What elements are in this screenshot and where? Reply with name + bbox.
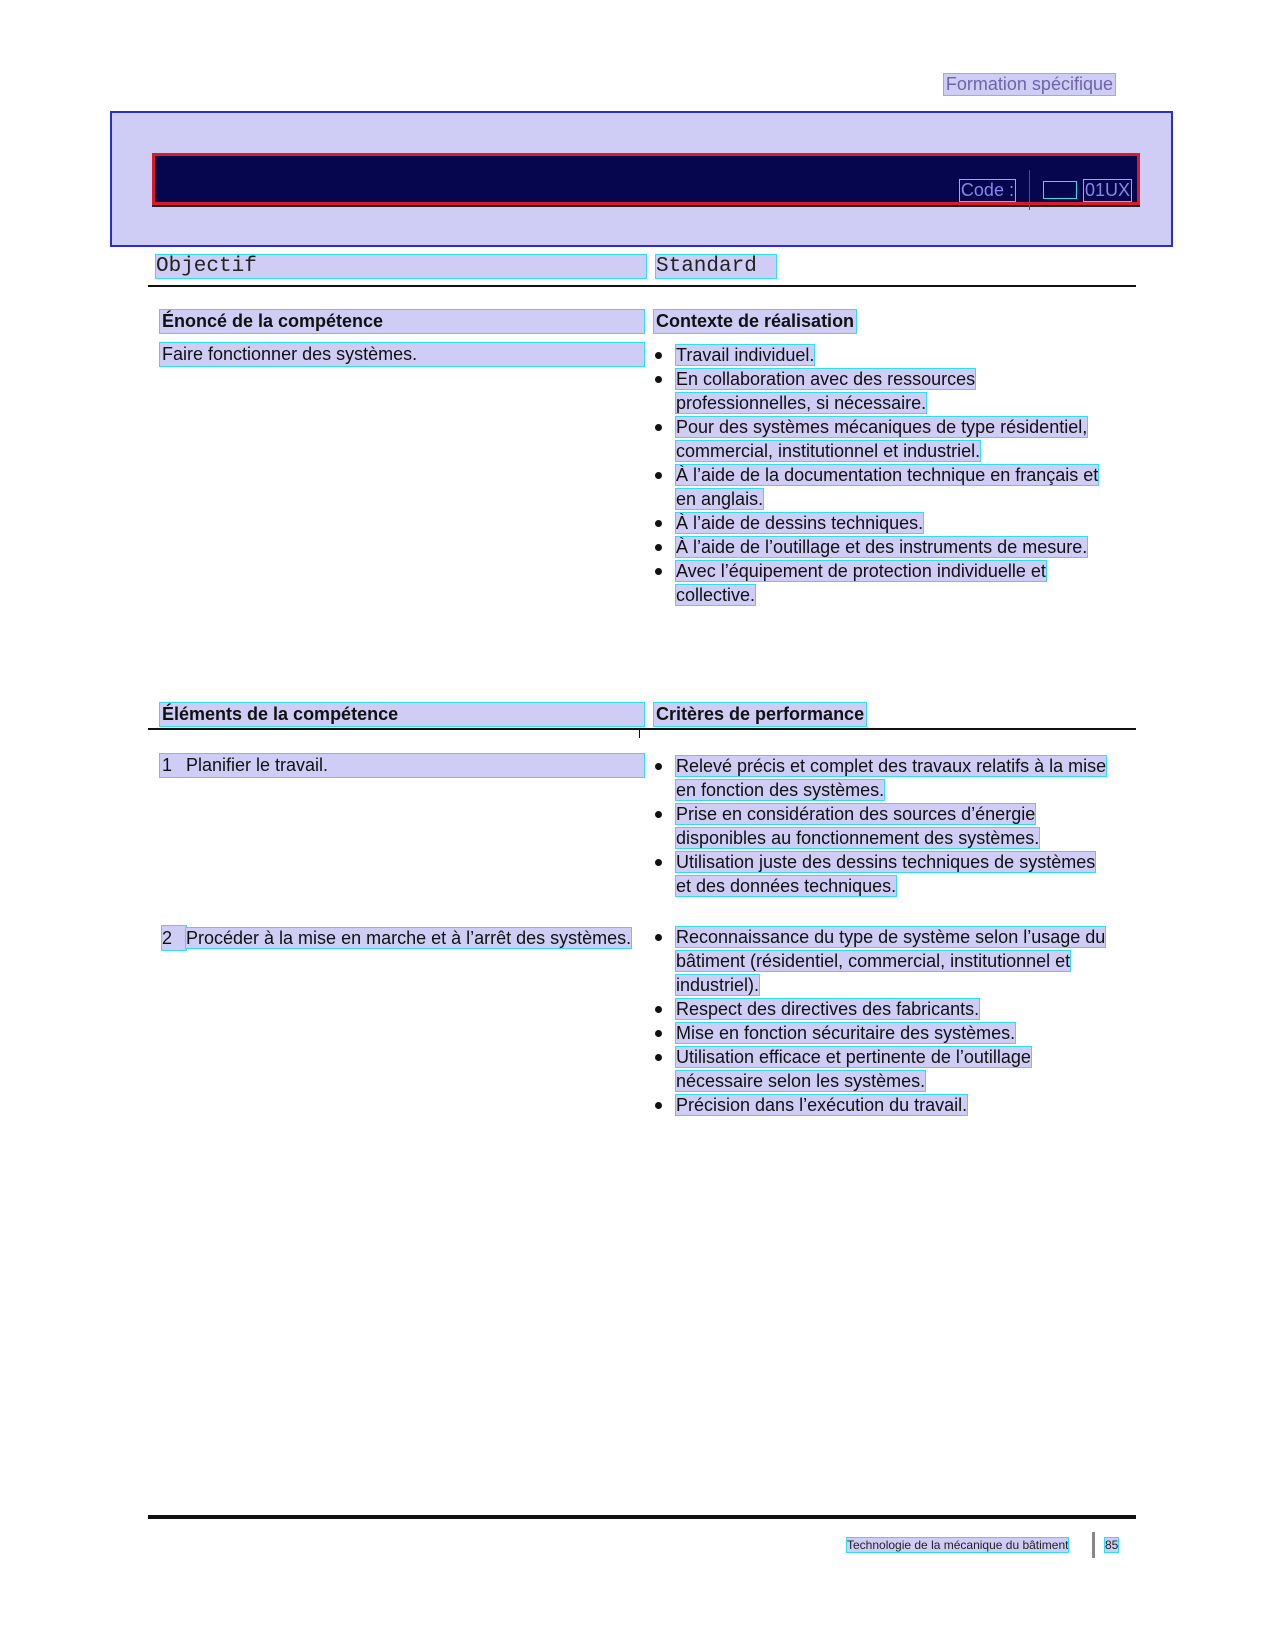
element-text: Procéder à la mise en marche et à l’arrêt des systèmes. (186, 928, 632, 948)
objective-standard-header (148, 255, 1136, 287)
footer-rule (148, 1515, 1136, 1519)
code-box (960, 170, 1131, 210)
page-number: 85 (1105, 1538, 1119, 1552)
list-item: En collaboration avec des ressources professionnelles, si nécessaire. (652, 367, 1112, 415)
elements-title: Éléments de la compétence (160, 703, 644, 726)
list-item: À l’aide de la documentation technique en français et en anglais. (652, 463, 1112, 511)
elements-divider (148, 728, 1136, 730)
context-title: Contexte de réalisation (656, 311, 855, 331)
list-item: Mise en fonction sécuritaire des systèmes. (652, 1021, 1112, 1045)
context-list (652, 343, 1112, 607)
criteria-title: Critères de performance (656, 704, 865, 724)
program-label: Formation spécifique (945, 74, 1113, 94)
element-number: 1 (162, 755, 173, 775)
list-item: Utilisation juste des dessins techniques de systèmes et des données techniques. (652, 850, 1112, 898)
list-item: À l’aide de l’outillage et des instruments de mesure. (652, 535, 1112, 559)
list-item: Prise en considération des sources d’énergie disponibles au fonctionnement des systèmes. (652, 802, 1112, 850)
code-divider (1029, 170, 1030, 210)
competence-title: Énoncé de la compétence (160, 310, 644, 333)
list-item: Reconnaissance du type de système selon l’usage du bâtiment (résidentiel, commercial, institutionnel et industriel). (652, 925, 1112, 997)
element-2 (160, 925, 654, 951)
code-spacer (1044, 182, 1076, 198)
objective-column-title: Objectif (156, 255, 646, 278)
list-item: Relevé précis et complet des travaux relatifs à la mise en fonction des systèmes. (652, 754, 1112, 802)
footer-title: Technologie de la mécanique du bâtiment (847, 1538, 1069, 1552)
list-item: À l’aide de dessins techniques. (652, 511, 1112, 535)
list-item: Respect des directives des fabricants. (652, 997, 1112, 1021)
title-bar (152, 153, 1140, 205)
list-item: Précision dans l’exécution du travail. (652, 1093, 1112, 1117)
list-item: Travail individuel. (652, 343, 1112, 367)
list-item: Utilisation efficace et pertinente de l’outillage nécessaire selon les systèmes. (652, 1045, 1112, 1093)
criteria-list-2 (652, 925, 1112, 1117)
element-text: Planifier le travail. (186, 755, 329, 775)
list-item: Avec l’équipement de protection individuelle et collective. (652, 559, 1112, 607)
header-banner (110, 111, 1173, 247)
footer-divider (1092, 1532, 1095, 1558)
element-number: 2 (162, 926, 186, 950)
code-value: 01UX (1084, 179, 1130, 200)
competence-statement: Faire fonctionner des systèmes. (160, 343, 644, 366)
element-1 (160, 754, 644, 777)
column-divider-tick (639, 728, 640, 738)
list-item: Pour des systèmes mécaniques de type résidentiel, commercial, institutionnel et industriel. (652, 415, 1112, 463)
criteria-list-1 (652, 754, 1112, 898)
code-label: Code : (960, 179, 1014, 200)
standard-column-title: Standard (656, 255, 776, 278)
